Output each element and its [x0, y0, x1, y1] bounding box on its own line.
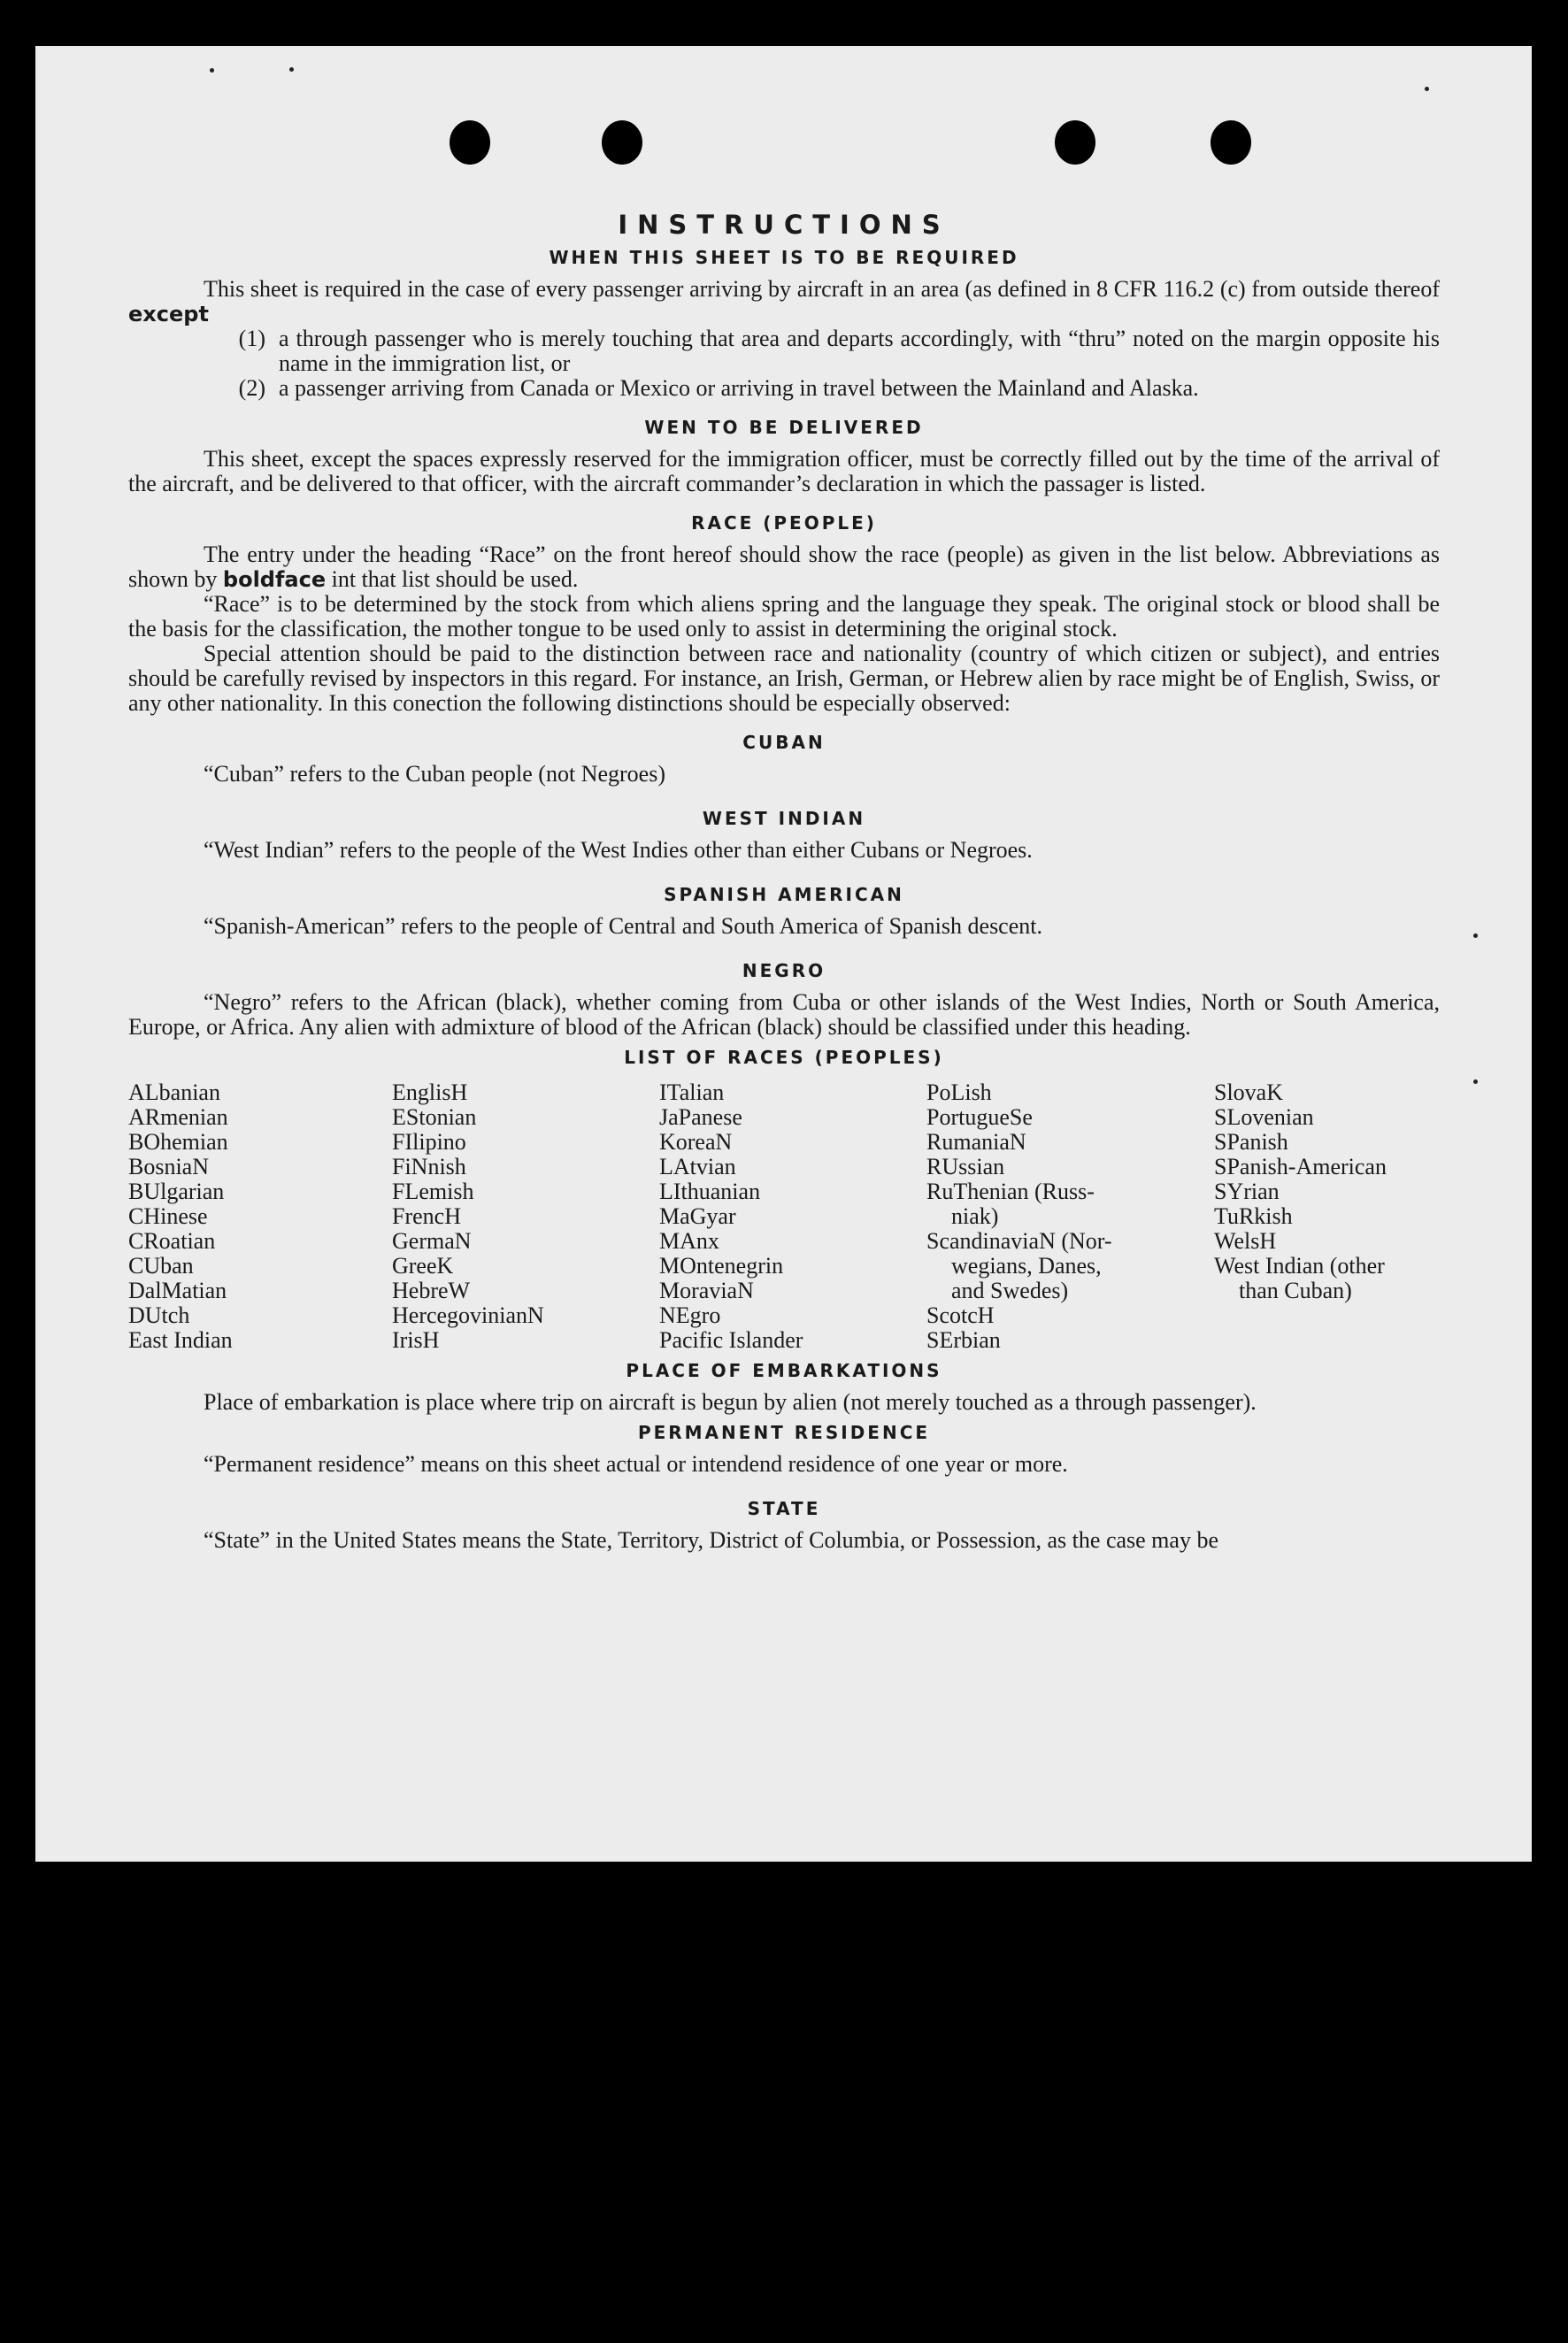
page-title: INSTRUCTIONS — [618, 210, 950, 240]
race-entry: and Swedes) — [951, 1278, 1069, 1303]
race-column — [1214, 1080, 1440, 1353]
speck — [1473, 933, 1478, 938]
race-entry: West Indian (other — [1214, 1253, 1385, 1279]
race-entry: HercegovinianN — [392, 1302, 544, 1328]
paragraph: Place of embarkation is place where trip on aircraft is begun by alien (not merely touched as a through passenger). — [204, 1389, 1257, 1415]
race-entry: wegians, Danes, — [951, 1253, 1102, 1279]
race-entry: SPanish — [1214, 1129, 1288, 1155]
race-entry: HebreW — [392, 1278, 471, 1303]
punch-hole — [1055, 120, 1095, 165]
race-entry: PortugueSe — [926, 1104, 1033, 1130]
race-entry: ITalian — [659, 1079, 725, 1105]
paragraph: This sheet is required in the case of every passenger arriving by aircraft in an area (as defined in 8 CFR 116.2 (c) from outside thereof except — [128, 276, 1440, 326]
race-entry: East Indian — [128, 1327, 233, 1353]
race-entry: SLovenian — [1214, 1104, 1314, 1130]
section-heading: CUBAN — [742, 732, 826, 753]
section-heading: PLACE OF EMBARKATIONS — [626, 1360, 942, 1381]
race-entry: ScotcH — [926, 1302, 995, 1328]
race-entry: ARmenian — [128, 1104, 228, 1130]
section-heading: PERMANENT RESIDENCE — [637, 1422, 931, 1443]
race-entry: CUban — [128, 1253, 194, 1279]
race-entry: MaGyar — [659, 1203, 736, 1229]
race-entry: RumaniaN — [926, 1129, 1026, 1155]
paragraph: Special attention should be paid to the distinction between race and nationality (country of which citizen or subject), and entries should be carefully revised by inspectors in this regard. For instance, an Irish, German, or Hebrew alien by race might be of English, Swiss, or any other nationality. In this conection the following distinctions should be especially observed: — [128, 641, 1440, 716]
punch-hole — [1211, 120, 1251, 165]
race-entry: LAtvian — [659, 1154, 736, 1179]
section-heading: SPANISH AMERICAN — [664, 884, 904, 905]
race-entry: CRoatian — [128, 1228, 216, 1254]
race-entry: LIthuanian — [659, 1179, 761, 1204]
race-entry: FiNnish — [392, 1154, 466, 1179]
race-entry: BosniaN — [128, 1154, 209, 1179]
race-entry: KoreaN — [659, 1129, 733, 1155]
race-entry: RuThenian (Russ- — [926, 1179, 1095, 1204]
race-entry: FLemish — [392, 1179, 474, 1204]
section-heading: WHEN THIS SHEET IS TO BE REQUIRED — [549, 247, 1019, 268]
race-entry: ALbanian — [128, 1079, 220, 1105]
speck — [1425, 87, 1429, 91]
section-heading: LIST OF RACES (PEOPLES) — [624, 1047, 944, 1068]
paragraph: “Race” is to be determined by the stock from which aliens spring and the language they speak. The original stock or blood shall be the basis for the classification, the mother tongue to be used only to assist in determining the original stock. — [128, 591, 1440, 641]
section-heading: RACE (PEOPLE) — [691, 512, 877, 534]
race-entry: NEgro — [659, 1302, 721, 1328]
race-entry: JaPanese — [659, 1104, 742, 1130]
race-entry: ScandinaviaN (Nor- — [926, 1228, 1112, 1254]
document-page — [35, 46, 1532, 1862]
race-entry: WelsH — [1214, 1228, 1277, 1254]
speck — [289, 67, 294, 72]
race-entry: SlovaK — [1214, 1079, 1283, 1105]
race-entry: TuRkish — [1214, 1203, 1293, 1229]
race-list — [128, 1080, 1440, 1353]
race-entry: BUlgarian — [128, 1179, 225, 1204]
race-entry: RUssian — [926, 1154, 1005, 1179]
paragraph: This sheet, except the spaces expressly reserved for the immigration officer, must be correctly filled out by the time of the arrival of the aircraft, and be delivered to that officer, with the aircraft commander’s declaration in which the passager is listed. — [128, 446, 1440, 496]
punch-hole — [450, 120, 490, 165]
race-entry: SYrian — [1214, 1179, 1280, 1204]
speck — [210, 68, 214, 73]
race-entry: Pacific Islander — [659, 1327, 803, 1353]
race-entry: CHinese — [128, 1203, 208, 1229]
section-heading: WEN TO BE DELIVERED — [644, 417, 924, 438]
section-heading: STATE — [747, 1498, 821, 1519]
paragraph: “Spanish-American” refers to the people of Central and South America of Spanish descent. — [204, 913, 1042, 939]
list-item: (1) a through passenger who is merely touching that area and departs accordingly, with “thru” noted on the margin opposite his name in the immigration list, or — [238, 326, 1440, 376]
speck — [1473, 1079, 1478, 1084]
race-column — [392, 1080, 659, 1353]
race-entry: EnglisH — [392, 1079, 468, 1105]
race-entry: DalMatian — [128, 1278, 227, 1303]
paragraph: The entry under the heading “Race” on the front hereof should show the race (people) as given in the list below. Abbreviations as shown by boldface int that list should be used. — [128, 542, 1440, 592]
race-entry: PoLish — [926, 1079, 992, 1105]
race-column — [128, 1080, 392, 1353]
race-entry: IrisH — [392, 1327, 440, 1353]
race-entry: EStonian — [392, 1104, 477, 1130]
race-entry: MOntenegrin — [659, 1253, 784, 1279]
list-item: (2) a passenger arriving from Canada or Mexico or arriving in travel between the Mainland and Alaska. — [238, 375, 1199, 401]
race-entry: SErbian — [926, 1327, 1001, 1353]
race-entry: GreeK — [392, 1253, 454, 1279]
race-entry: than Cuban) — [1239, 1278, 1352, 1303]
paragraph: “Cuban” refers to the Cuban people (not Negroes) — [204, 761, 665, 787]
section-heading: NEGRO — [742, 960, 826, 981]
race-entry: DUtch — [128, 1302, 190, 1328]
race-entry: SPanish-American — [1214, 1154, 1387, 1179]
instructions-content — [128, 210, 1440, 1553]
paragraph: “Permanent residence” means on this sheet actual or intendend residence of one year or more. — [204, 1451, 1068, 1477]
punch-hole — [602, 120, 642, 165]
paragraph: “State” in the United States means the State, Territory, District of Columbia, or Possession, as the case may be — [204, 1527, 1218, 1553]
race-entry: MAnx — [659, 1228, 719, 1254]
paragraph: “Negro” refers to the African (black), whether coming from Cuba or other islands of the West Indies, North or South America, Europe, or Africa. Any alien with admixture of blood of the African (black) should be classified under this heading. — [128, 989, 1440, 1040]
race-entry: FIlipino — [392, 1129, 466, 1155]
race-column — [659, 1080, 926, 1353]
race-entry: BOhemian — [128, 1129, 228, 1155]
race-entry: niak) — [951, 1203, 999, 1229]
race-entry: FrencH — [392, 1203, 461, 1229]
race-column — [926, 1080, 1214, 1353]
race-entry: GermaN — [392, 1228, 472, 1254]
paragraph: “West Indian” refers to the people of the West Indies other than either Cubans or Negroes. — [204, 837, 1033, 863]
section-heading: WEST INDIAN — [702, 808, 866, 829]
race-entry: MoraviaN — [659, 1278, 754, 1303]
